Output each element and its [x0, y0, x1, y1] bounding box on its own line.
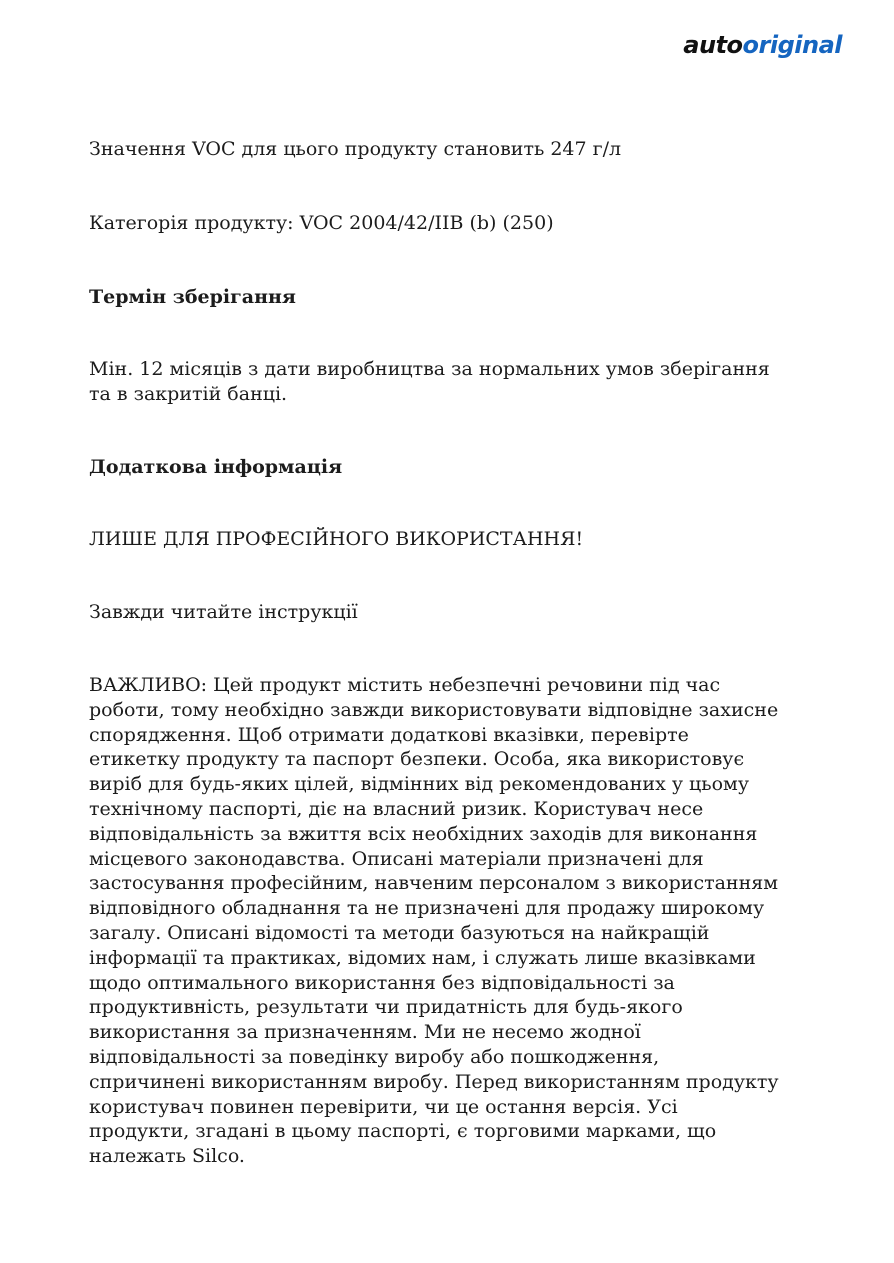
storage-text: Мін. 12 місяців з дати виробництва за нормальних умов зберігання та в закритій банці.: [89, 358, 770, 405]
logo-original-text: original: [742, 31, 842, 59]
professional-use-text: ЛИШЕ ДЛЯ ПРОФЕСІЙНОГО ВИКОРИСТАННЯ!: [89, 528, 584, 550]
autooriginal-logo: [683, 30, 842, 60]
important-notice-text: ВАЖЛИВО: Цей продукт містить небезпечні речовини під час роботи, тому необхідно завжди використовувати відповідне захисне спорядження. Щоб отримати додаткові вказівки, перевірте етикетку продукту та паспорт безпеки. Особа, яка використовує виріб для будь-яких цілей, відмінних від рекомендованих у цьому технічному паспорті, діє на власний ризик. Користувач несе відповідальність за вжиття всіх необхідних заходів для виконання місцевого законодавства. Описані матеріали призначені для застосування професійним, навченим персоналом з використанням відповідного обладнання та не призначені для продажу широкому загалу. Описані відомості та методи базуються на найкращій інформації та практиках, відомих нам, і служать лише вказівками щодо оптимального використання без відповідальності за продуктивність, результати чи придатність для будь-якого використання за призначенням. Ми не несемо жодної відповідальності за поведінку виробу або пошкодження, спричинені використанням виробу. Перед використанням продукту користувач повинен перевірити, чи це остання версія. Усі продукти, згадані в цьому паспорті, є торговими марками, що належать Silco.: [89, 674, 779, 1168]
read-instructions-text: Завжди читайте інструкції: [89, 601, 358, 623]
storage-heading: Термін зберігання: [89, 286, 296, 308]
additional-info-heading: Додаткова інформація: [89, 456, 343, 478]
product-category-text: Категорія продукту: VOC 2004/42/IIB (b) (250): [89, 212, 554, 234]
logo-auto-text: auto: [683, 31, 743, 59]
voc-value-text: Значення VOC для цього продукту становить 247 г/л: [89, 138, 622, 160]
document-body: [89, 137, 779, 1169]
